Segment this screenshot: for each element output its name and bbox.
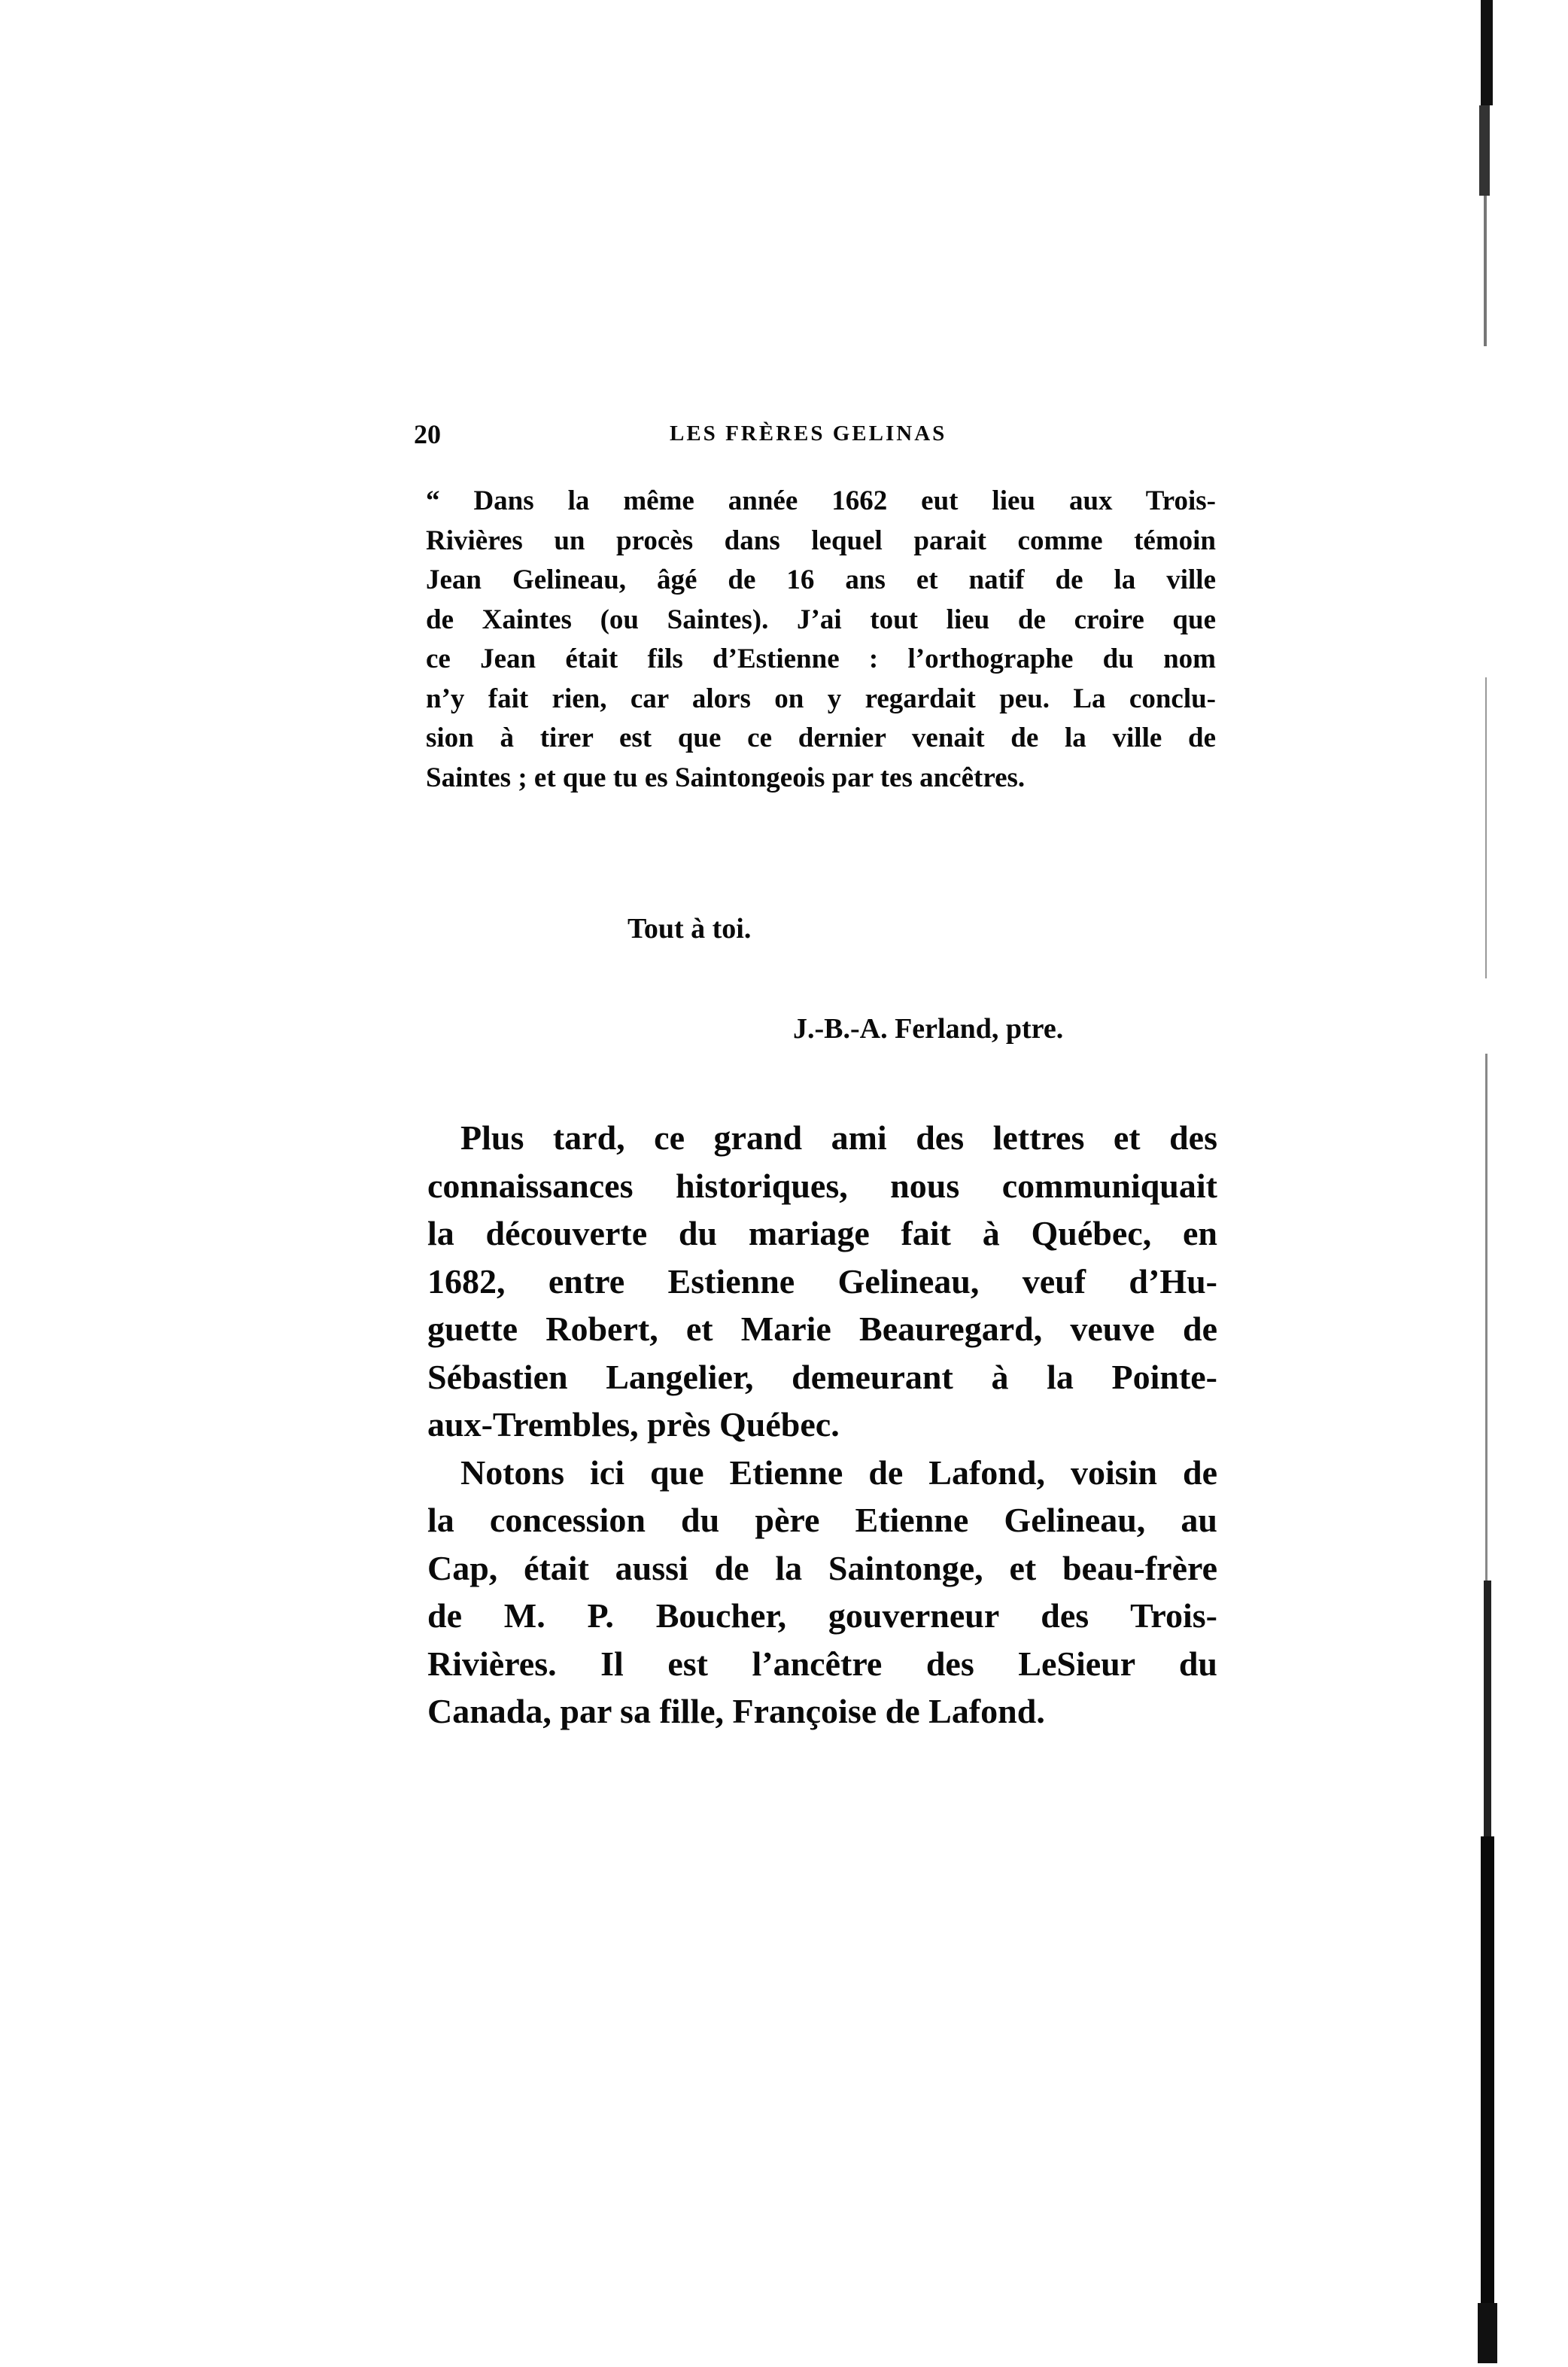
paragraph-line: aux-Trembles, près Québec. <box>427 1405 840 1444</box>
quote-line: sion à tirer est que ce dernier venait de la ville de <box>426 723 1216 753</box>
paragraph-line: Rivières. Il est l’ancêtre des LeSieur du <box>427 1644 1217 1683</box>
quote-line: Jean Gelineau, âgé de 16 ans et natif de la ville <box>426 564 1216 595</box>
body-text <box>427 1114 1217 1736</box>
paragraph-line: la découverte du mariage fait à Québec, en <box>427 1214 1217 1252</box>
quote-line: Saintes ; et que tu es Saintongeois par tes ancêtres. <box>426 762 1026 793</box>
paragraph-line: Plus tard, ce grand ami des lettres et des <box>460 1118 1217 1157</box>
paragraph-line: Notons ici que Etienne de Lafond, voisin de <box>460 1453 1217 1492</box>
scan-edge-artifact <box>1467 0 1512 2367</box>
letter-signature: J.-B.-A. Ferland, ptre. <box>793 1013 1064 1045</box>
running-title: LES FRÈRES GELINAS <box>670 421 947 446</box>
quote-line: de Xaintes (ou Saintes). J’ai tout lieu de croire que <box>426 604 1216 635</box>
quote-line: Rivières un procès dans lequel parait comme témoin <box>426 525 1216 556</box>
paragraph-line: Sébastien Langelier, demeurant à la Pointe- <box>427 1357 1217 1396</box>
paragraph-line: Canada, par sa fille, Françoise de Lafond. <box>427 1692 1045 1730</box>
quoted-letter <box>426 482 1216 798</box>
quote-line: n’y fait rien, car alors on y regardait peu. La conclu- <box>426 683 1216 714</box>
paragraph-line: Cap, était aussi de la Saintonge, et beau-frère <box>427 1548 1217 1587</box>
page-number: 20 <box>414 419 441 449</box>
paragraph-line: de M. P. Boucher, gouverneur des Trois- <box>427 1596 1217 1635</box>
letter-closing: Tout à toi. <box>628 913 752 945</box>
paragraph-line: connaissances historiques, nous communiquait <box>427 1166 1217 1205</box>
paragraph-line: guette Robert, et Marie Beauregard, veuve de <box>427 1310 1217 1348</box>
quote-line: ce Jean était fils d’Estienne : l’orthographe du nom <box>426 643 1216 674</box>
running-head <box>414 418 971 456</box>
paragraph-line: la concession du père Etienne Gelineau, au <box>427 1501 1217 1539</box>
paragraph-line: 1682, entre Estienne Gelineau, veuf d’Hu- <box>427 1261 1217 1301</box>
quote-line: “ Dans la même année 1662 eut lieu aux Trois- <box>426 485 1216 516</box>
